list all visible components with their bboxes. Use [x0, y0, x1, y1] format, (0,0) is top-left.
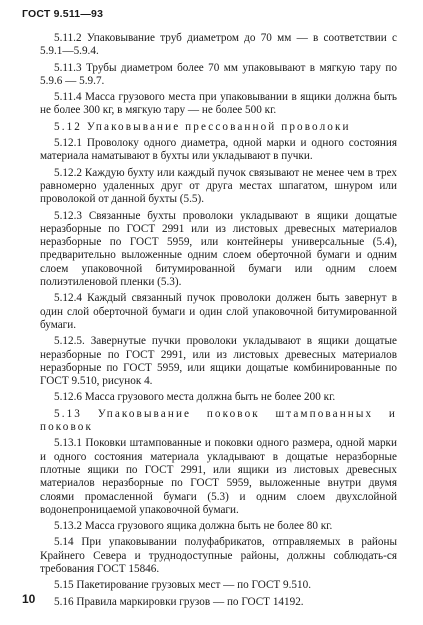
paragraph-5-16: 5.16 Правила маркировки грузов — по ГОСТ 14192.	[54, 595, 304, 608]
page-header: ГОСТ 9.511—93	[22, 8, 104, 20]
paragraph-5-12-1: 5.12.1 Проволоку одного диаметра, одной марки и одного состояния материала наматывают в бухты или укладывают в пучки.	[40, 137, 397, 163]
page-number: 10	[22, 592, 36, 606]
paragraph-5-12-6: 5.12.6 Масса грузового места должна быть не более 200 кг.	[54, 391, 336, 404]
paragraph-5-11-2: 5.11.2 Упаковывание труб диаметром до 70 мм — в соответствии с 5.9.1—5.9.4.	[40, 32, 397, 58]
paragraph-5-13-1: 5.13.1 Поковки штампованные и поковки одного размера, одной марки и одного состояния материала укладывают в дощатые неразборные плотные ящики по ГОСТ 2991, или ящики из листовых древесных материалов неразборные по ГОСТ 5959, выложенные внутри двумя слоями промасленной бумаги (5.3) и одним слоем двухслойной водонепроницаемой упаковочной бумаги.	[40, 437, 397, 516]
section-heading-5-13: 5.13 Упаковывание поковок штампованных и поковок	[40, 407, 397, 434]
paragraph-5-12-4: 5.12.4 Каждый связанный пучок проволоки должен быть завернут в один слой оберточной бумаги и один слой упаковочной битумированной бумаги.	[40, 292, 397, 331]
document-body	[40, 32, 397, 612]
paragraph-5-11-4: 5.11.4 Масса грузового места при упаковывании в ящики должна быть не более 300 кг, в мягкую тару — не более 500 кг.	[40, 91, 397, 117]
section-heading-5-12: 5.12 Упаковывание прессованной проволоки	[54, 120, 351, 133]
paragraph-5-13-2: 5.13.2 Масса грузового ящика должна быть не более 80 кг.	[54, 520, 333, 533]
paragraph-5-12-2: 5.12.2 Каждую бухту или каждый пучок связывают не менее чем в трех равномерно удаленных друг от друга местах шпагатом, шнуром или проволокой от данной бухты (5.5).	[40, 166, 397, 206]
paragraph-5-12-5: 5.12.5. Завернутые пучки проволоки укладывают в ящики дощатые неразборные по ГОСТ 2991, или из листовых древесных материалов неразборные по ГОСТ 5959, или ящики дощатые комбинированные по ГОСТ 9.510, рисунок 4.	[40, 335, 397, 388]
paragraph-5-14: 5.14 При упаковывании полуфабрикатов, отправляемых в районы Крайнего Севера и труднодоступные районы, должны соблюдать-ся требования ГОСТ 15846.	[40, 536, 397, 575]
paragraph-5-11-3: 5.11.3 Трубы диаметром более 70 мм упаковывают в мягкую тару по 5.9.6 — 5.9.7.	[40, 61, 397, 87]
paragraph-5-12-3: 5.12.3 Связанные бухты проволоки укладывают в ящики дощатые неразборные по ГОСТ 2991 или из листовых древесных материалов неразборные по ГОСТ 5959, или контейнеры универсальные (5.4), предварительно выложенные одним слоем оберточной бумаги и одним слоем упаковочной битумированной бумаги или одним слоем полиэтиленовой пленки (5.3).	[40, 209, 397, 289]
paragraph-5-15: 5.15 Пакетирование грузовых мест — по ГОСТ 9.510.	[54, 579, 312, 592]
